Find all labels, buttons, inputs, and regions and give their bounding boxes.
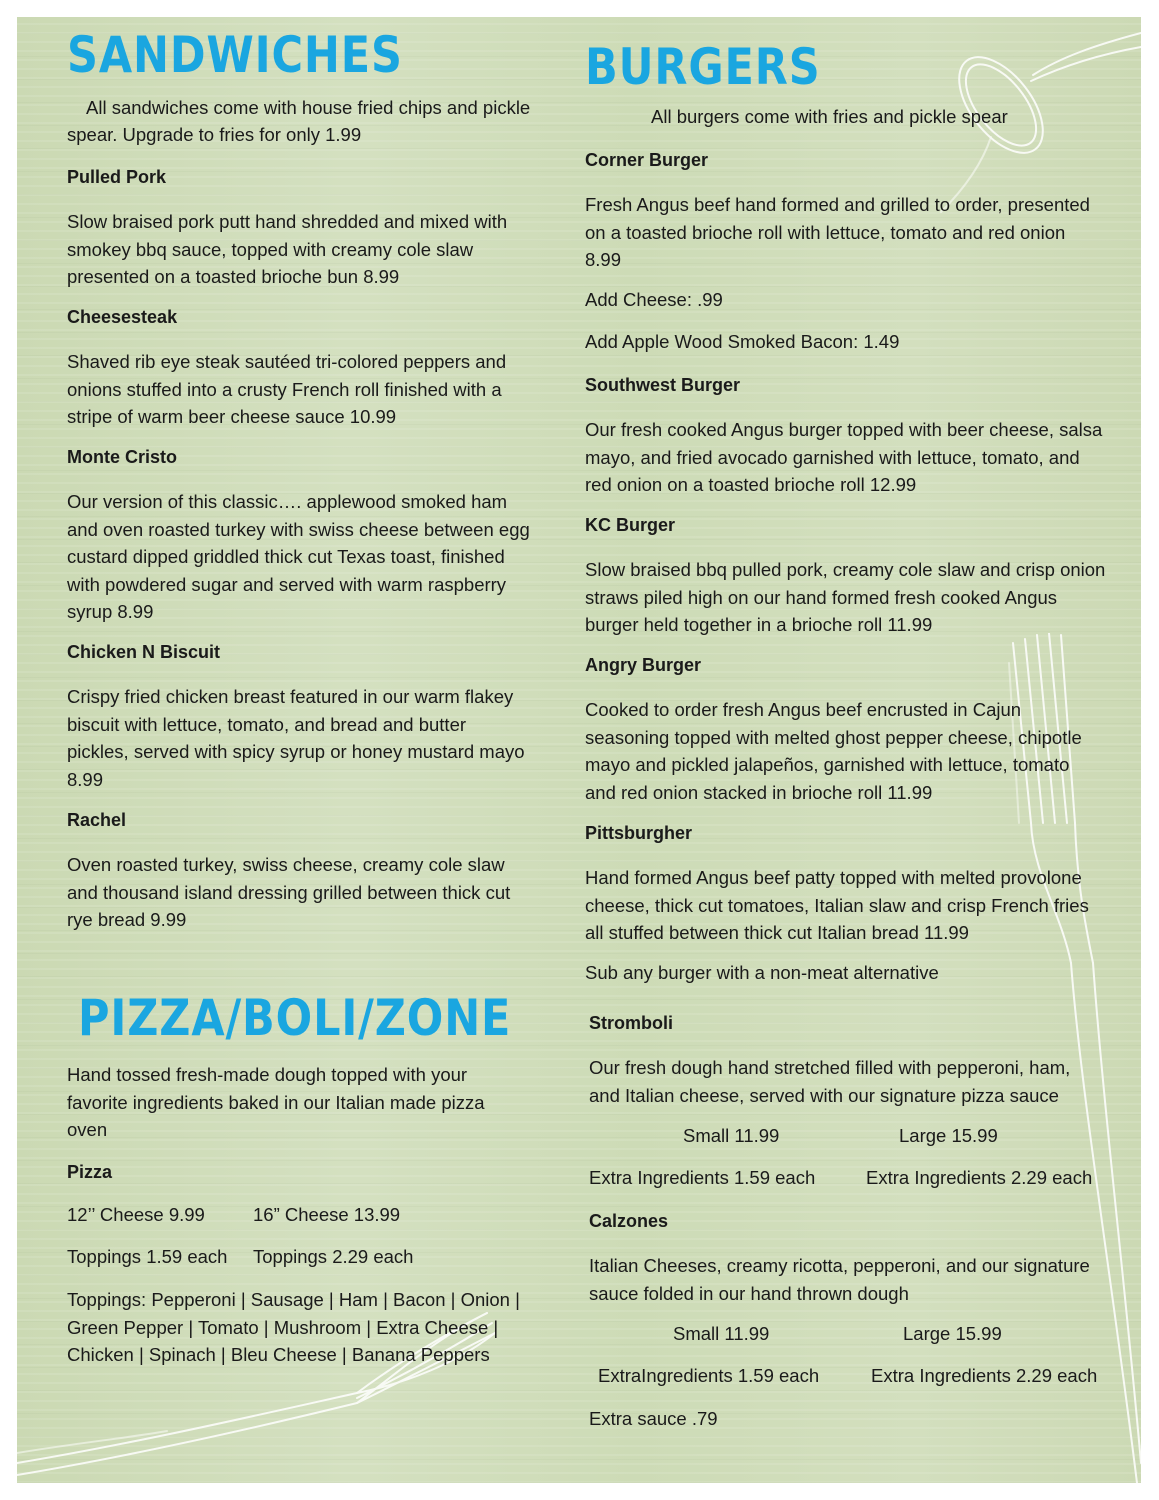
burger-item-pittsburgher: [585, 821, 1089, 947]
add-bacon-option: Add Apple Wood Smoked Bacon: 1.49: [585, 331, 900, 352]
item-description-line: burger held together in a brioche roll 11.99: [585, 614, 933, 636]
sandwich-item-monte-cristo: [67, 445, 530, 626]
item-description-line: all stuffed between thick cut Italian bread 11.99: [585, 922, 969, 944]
pizza-toppings-list: [67, 1286, 520, 1369]
sandwich-item-chicken-n-biscuit: [67, 640, 525, 793]
pizza-small-size: 12’’ Cheese 9.99: [67, 1204, 205, 1225]
sandwiches-intro-line-1: All sandwiches come with house fried chips and pickle: [86, 97, 531, 118]
pizza-intro: [67, 1061, 485, 1144]
item-description-line: biscuit with lettuce, tomato, and bread and butter: [67, 713, 467, 735]
sandwich-item-rachel: [67, 808, 510, 934]
item-description-line: presented on a toasted brioche bun 8.99: [67, 266, 400, 288]
item-description-line: and thousand island dressing grilled between thick cut: [67, 881, 511, 903]
item-description-line: on a toasted brioche roll with lettuce, tomato and red onion: [585, 221, 1066, 243]
calzones-item: [589, 1209, 1090, 1307]
item-description-line: red onion on a toasted brioche roll 12.99: [585, 474, 917, 496]
pizza-large-size: 16” Cheese 13.99: [253, 1204, 401, 1225]
stromboli-item: [589, 1011, 1070, 1109]
item-description-line: 8.99: [585, 249, 622, 271]
extra-sauce-price: Extra sauce .79: [589, 1408, 718, 1429]
item-description-line: pickles, served with spicy syrup or honey mustard mayo: [67, 741, 525, 763]
item-description-line: rye bread 9.99: [67, 909, 187, 931]
item-description-line: Hand formed Angus beef patty topped with melted provolone: [585, 867, 1082, 888]
item-description-line: Oven roasted turkey, swiss cheese, creamy cole slaw: [67, 854, 505, 875]
pizza-small-toppings: Toppings 1.59 each: [67, 1246, 228, 1267]
item-description-line: Our version of this classic…. applewood smoked ham: [67, 491, 508, 512]
item-description-line: 8.99: [67, 768, 104, 790]
pizza-boli-zone-heading: PIZZA/BOLI/ZONE: [78, 989, 512, 1047]
item-title: KC Burger: [585, 515, 676, 535]
item-title: Southwest Burger: [585, 375, 741, 395]
item-description-line: mayo, and fried avocado garnished with lettuce, tomato, and: [585, 446, 1080, 468]
item-title: Pulled Pork: [67, 167, 167, 187]
calzones-extra-large: Extra Ingredients 2.29 each: [871, 1365, 1098, 1386]
item-title: Corner Burger: [585, 150, 709, 170]
burger-item-southwest: [585, 373, 1102, 499]
sandwiches-heading: SANDWICHES: [67, 26, 403, 84]
item-title: Calzones: [589, 1211, 669, 1231]
item-description-line: and red onion stacked in brioche roll 11.99: [585, 781, 933, 803]
toppings-line: Toppings: Pepperoni | Sausage | Ham | Bacon | Onion |: [67, 1289, 520, 1310]
burgers-intro: All burgers come with fries and pickle spear: [651, 106, 1008, 127]
item-description-line: Slow braised pork putt hand shredded and mixed with: [67, 211, 508, 232]
item-description-line: and oven roasted turkey with swiss cheese between egg: [67, 518, 530, 540]
burger-item-kc: [585, 513, 1105, 639]
toppings-line: Green Pepper | Tomato | Mushroom | Extra Cheese |: [67, 1316, 499, 1338]
item-description-line: custard dipped griddled thick cut Texas toast, finished: [67, 546, 505, 568]
burgers-heading: BURGERS: [585, 38, 821, 96]
toppings-line: Chicken | Spinach | Bleu Cheese | Banana Peppers: [67, 1344, 490, 1366]
item-title: Angry Burger: [585, 655, 702, 675]
item-description-line: syrup 8.99: [67, 601, 154, 623]
sandwich-item-pulled-pork: [67, 165, 507, 291]
pizza-intro-line: oven: [67, 1119, 108, 1141]
item-title: Pittsburgher: [585, 823, 693, 843]
sandwich-item-cheesesteak: [67, 305, 506, 431]
item-description-line: cheese, thick cut tomatoes, Italian slaw and crisp French fries: [585, 894, 1089, 916]
stromboli-large-price: Large 15.99: [899, 1125, 998, 1146]
burger-item-corner: [585, 148, 1090, 274]
menu-page: [17, 17, 1141, 1483]
item-title: Monte Cristo: [67, 447, 177, 467]
item-description-line: Crispy fried chicken breast featured in our warm flakey: [67, 686, 514, 707]
item-title: Stromboli: [589, 1013, 673, 1033]
item-description-line: Our fresh dough hand stretched filled with pepperoni, ham,: [589, 1057, 1071, 1078]
item-description-line: sauce folded in our hand thrown dough: [589, 1282, 909, 1304]
stromboli-small-price: Small 11.99: [683, 1125, 780, 1146]
pizza-subheading: Pizza: [67, 1162, 113, 1182]
pizza-intro-line: favorite ingredients baked in our Italian made pizza: [67, 1091, 485, 1113]
item-description-line: and Italian cheese, served with our signature pizza sauce: [589, 1084, 1059, 1106]
item-description-line: smokey bbq sauce, topped with creamy cole slaw: [67, 238, 474, 260]
calzones-extra-small: ExtraIngredients 1.59 each: [598, 1365, 820, 1386]
sandwiches-intro-line-2: spear. Upgrade to fries for only 1.99: [67, 124, 362, 145]
item-description-line: Our fresh cooked Angus burger topped with beer cheese, salsa: [585, 419, 1103, 440]
item-description-line: onions stuffed into a crusty French roll finished with a: [67, 378, 502, 400]
item-description-line: Italian Cheeses, creamy ricotta, pepperoni, and our signature: [589, 1255, 1090, 1276]
item-description-line: Slow braised bbq pulled pork, creamy cole slaw and crisp onion: [585, 559, 1106, 580]
stromboli-extra-small: Extra Ingredients 1.59 each: [589, 1167, 816, 1188]
add-cheese-option: Add Cheese: .99: [585, 289, 723, 310]
item-description-line: seasoning topped with melted ghost pepper cheese, chipotle: [585, 726, 1082, 748]
stromboli-extra-large: Extra Ingredients 2.29 each: [866, 1167, 1093, 1188]
item-title: Cheesesteak: [67, 307, 178, 327]
item-description-line: Shaved rib eye steak sautéed tri-colored peppers and: [67, 351, 507, 372]
non-meat-note: Sub any burger with a non-meat alternative: [585, 962, 939, 983]
calzones-large-price: Large 15.99: [903, 1323, 1002, 1344]
item-description-line: straws piled high on our hand formed fresh cooked Angus: [585, 586, 1058, 608]
item-title: Rachel: [67, 810, 127, 830]
item-title: Chicken N Biscuit: [67, 642, 221, 662]
item-description-line: with powdered sugar and served with warm raspberry: [67, 573, 507, 595]
item-description-line: Fresh Angus beef hand formed and grilled to order, presented: [585, 194, 1090, 215]
calzones-small-price: Small 11.99: [673, 1323, 770, 1344]
pizza-large-toppings: Toppings 2.29 each: [253, 1246, 414, 1267]
burger-item-angry: [585, 653, 1082, 806]
item-description-line: mayo and pickled jalapeños, garnished with lettuce, tomato: [585, 754, 1070, 776]
item-description-line: stripe of warm beer cheese sauce 10.99: [67, 406, 397, 428]
item-description-line: Cooked to order fresh Angus beef encrusted in Cajun: [585, 699, 1022, 720]
pizza-intro-line: Hand tossed fresh-made dough topped with your: [67, 1064, 468, 1085]
